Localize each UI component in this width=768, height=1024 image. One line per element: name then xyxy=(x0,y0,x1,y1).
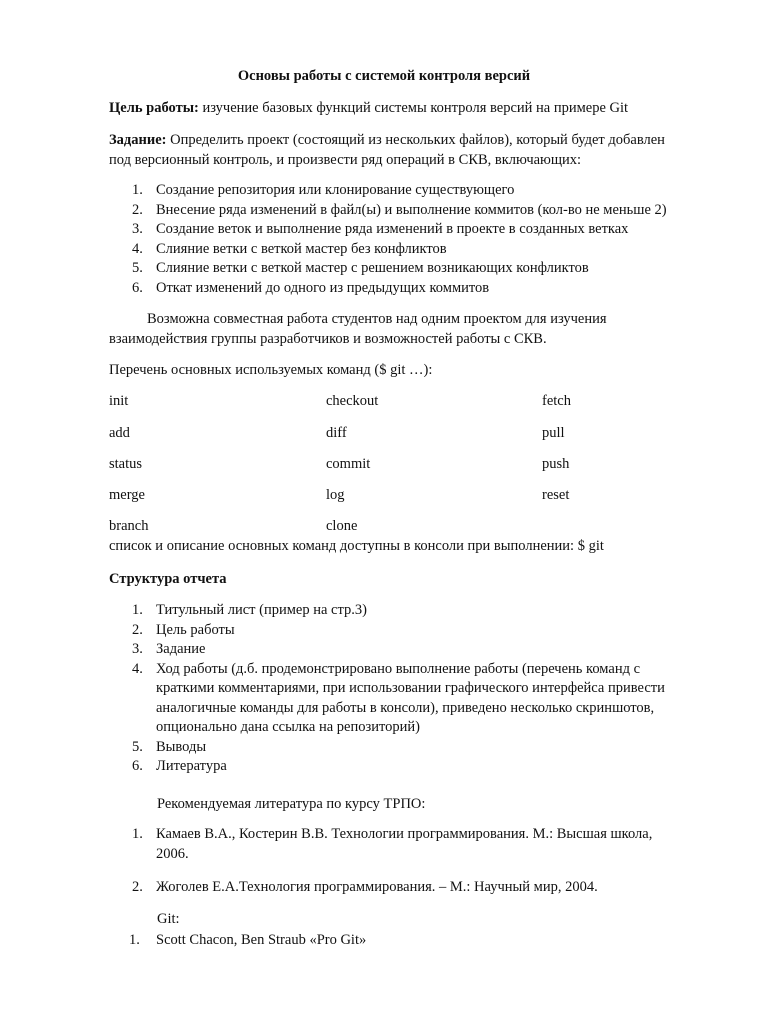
literature-heading: Рекомендуемая литература по курсу ТРПО: xyxy=(157,796,426,812)
task-paragraph xyxy=(109,131,709,170)
list-item: 2. Внесение ряда изменений в файл(ы) и выполнение коммитов (кол-во не меньше 2) xyxy=(132,201,667,218)
command-cell: commit xyxy=(326,456,371,472)
goal-text: изучение базовых функций системы контроля версий на примере Git xyxy=(198,100,629,116)
team-note-line-2: взаимодействия группы разработчиков и возможностей работы с СКВ. xyxy=(109,330,547,347)
page-title: Основы работы с системой контроля версий xyxy=(237,68,531,84)
list-item: 1. Создание репозитория или клонирование существующего xyxy=(132,182,515,198)
command-cell: checkout xyxy=(326,393,379,409)
command-cell: init xyxy=(109,393,129,409)
list-item: 3. Задание xyxy=(132,641,206,657)
list-item: 1. Камаев В.А., Костерин В.В. Технологии программирования. М.: Высшая школа, 2006. xyxy=(132,826,653,862)
command-cell: log xyxy=(326,487,345,503)
command-cell: diff xyxy=(326,425,347,441)
list-item: 6. Откат изменений до одного из предыдущих коммитов xyxy=(132,279,490,296)
report-heading: Структура отчета xyxy=(109,571,227,587)
team-note-line-1: Возможна совместная работа студентов над одним проектом для изучения xyxy=(147,311,607,327)
list-item: 5. Слияние ветки с веткой мастер с решением возникающих конфликтов xyxy=(132,260,589,276)
command-cell: fetch xyxy=(542,393,571,409)
commands-note: список и описание основных команд доступны в консоли при выполнении: $ git xyxy=(109,538,604,554)
list-item: 2. Цель работы xyxy=(132,621,235,638)
goal-label: Цель работы: xyxy=(109,100,199,116)
git-literature-list xyxy=(109,931,709,951)
command-cell: branch xyxy=(109,518,149,534)
command-cell: reset xyxy=(542,487,570,503)
list-item: 4. Слияние ветки с веткой мастер без конфликтов xyxy=(132,240,447,257)
command-cell: status xyxy=(109,456,143,472)
command-cell: clone xyxy=(326,518,358,534)
task-text-line-2: под версионный контроль, и произвести ряд операций в СКВ, включающих: xyxy=(109,151,582,168)
list-item: 3. Создание веток и выполнение ряда изменений в проекте в созданных ветках xyxy=(132,221,629,237)
list-item: 4. Ход работы (д.б. продемонстрировано выполнение работы (перечень команд с краткими комментариями, при использовании графического интерфейса привести аналогичные команды для работы в консоли), приведено несколько скриншотов, опционально дана ссылка на репозиторий) xyxy=(132,660,665,735)
command-cell: merge xyxy=(109,487,145,503)
git-heading: Git: xyxy=(157,911,180,927)
command-cell: pull xyxy=(542,425,565,441)
operations-list xyxy=(109,181,709,298)
list-item: 1. Титульный лист (пример на стр.3) xyxy=(132,602,367,618)
commands-intro: Перечень основных используемых команд ($ git …): xyxy=(109,362,433,378)
list-item: 6. Литература xyxy=(132,758,227,774)
report-structure-list xyxy=(109,601,709,777)
command-cell: add xyxy=(109,425,130,441)
list-item: 2. Жоголев Е.А.Технология программирования. – М.: Научный мир, 2004. xyxy=(132,879,598,895)
task-label: Задание: xyxy=(109,132,167,148)
goal-paragraph xyxy=(109,99,709,119)
list-item: 1. Scott Chacon, Ben Straub «Pro Git» xyxy=(129,932,367,948)
task-text-line-1: Определить проект (состоящий из нескольких файлов), который будет добавлен xyxy=(166,132,665,148)
list-item: 5. Выводы xyxy=(132,738,207,755)
team-note-paragraph xyxy=(109,310,709,349)
command-cell: push xyxy=(542,456,570,472)
literature-list xyxy=(109,825,709,898)
